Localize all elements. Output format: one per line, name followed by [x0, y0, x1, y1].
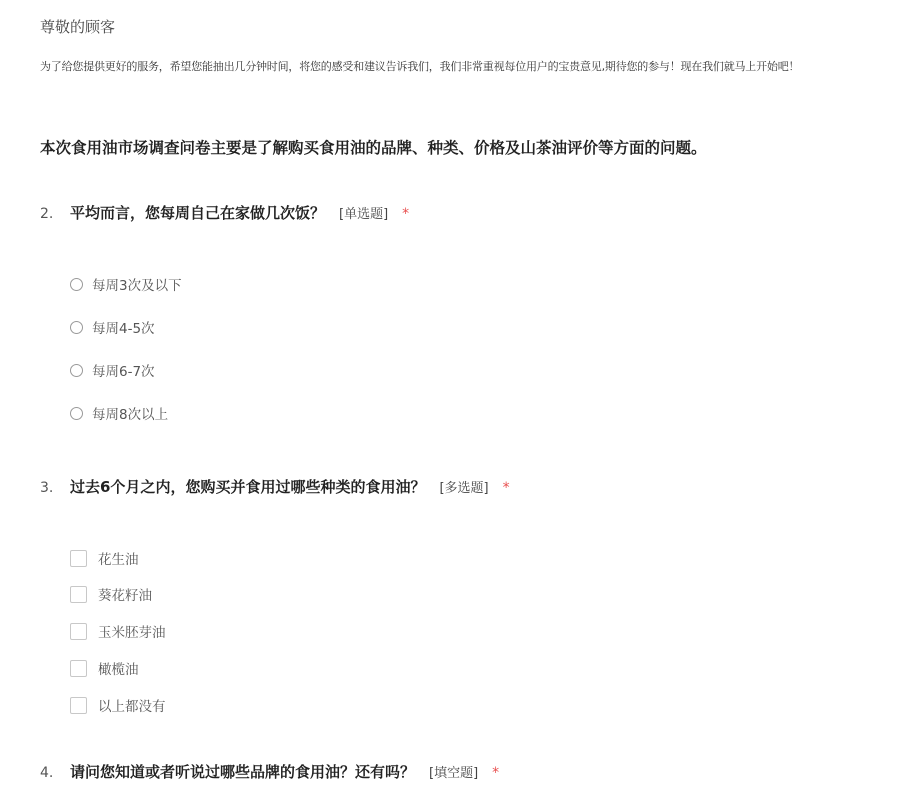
checkbox-option-none[interactable] [70, 695, 166, 715]
survey-description: 本次食用油市场调查问卷主要是了解购买食用油的品牌、种类、价格及山茶油评价等方面的问题。 [40, 139, 707, 157]
option-label: 橄榄油 [98, 662, 139, 678]
radio-option-weekly-4-5[interactable] [70, 317, 155, 337]
radio-button[interactable] [70, 321, 83, 334]
checkbox-option-sunflower-oil[interactable] [70, 584, 152, 604]
question-title: 请问您知道或者听说过哪些品牌的食用油？还有吗？ [70, 763, 416, 781]
checkbox[interactable] [70, 586, 87, 603]
question-type-badge: [单选题] [339, 207, 389, 222]
checkbox[interactable] [70, 550, 87, 567]
question-3-header [40, 476, 510, 497]
intro-text: 为了给您提供更好的服务，希望您能抽出几分钟时间，将您的感受和建议告诉我们，我们非常重视每位用户的宝贵意见,期待您的参与！现在我们就马上开始吧！ [40, 60, 800, 73]
checkbox-option-olive-oil[interactable] [70, 658, 139, 678]
checkbox[interactable] [70, 660, 87, 677]
radio-button[interactable] [70, 364, 83, 377]
radio-option-weekly-8-plus[interactable] [70, 403, 168, 423]
required-marker: * [492, 765, 500, 781]
question-type-badge: [填空题] [429, 766, 479, 781]
radio-button[interactable] [70, 407, 83, 420]
checkbox-option-peanut-oil[interactable] [70, 548, 139, 568]
required-marker: * [402, 206, 410, 222]
option-label: 每周3次及以下 [92, 278, 182, 294]
checkbox[interactable] [70, 623, 87, 640]
question-title: 过去6个月之内，您购买并食用过哪些种类的食用油？ [70, 478, 426, 496]
option-label: 每周8次以上 [92, 407, 169, 423]
option-label: 葵花籽油 [98, 588, 152, 604]
option-label: 以上都没有 [98, 699, 166, 715]
checkbox-option-corn-oil[interactable] [70, 621, 166, 641]
greeting-heading: 尊敬的顾客 [40, 18, 116, 36]
option-label: 玉米胚芽油 [98, 625, 166, 641]
question-4-header [40, 761, 499, 782]
question-title: 平均而言，您每周自己在家做几次饭？ [70, 204, 326, 222]
checkbox[interactable] [70, 697, 87, 714]
option-label: 花生油 [98, 552, 139, 568]
question-number: 3. [40, 480, 54, 496]
question-number: 4. [40, 765, 54, 781]
question-type-badge: [多选题] [439, 481, 489, 496]
radio-option-weekly-6-7[interactable] [70, 360, 155, 380]
question-2-header [40, 202, 409, 223]
radio-option-weekly-3-or-less[interactable] [70, 274, 182, 294]
option-label: 每周6-7次 [92, 364, 155, 380]
question-number: 2. [40, 206, 54, 222]
required-marker: * [502, 480, 510, 496]
radio-button[interactable] [70, 278, 83, 291]
option-label: 每周4-5次 [92, 321, 155, 337]
